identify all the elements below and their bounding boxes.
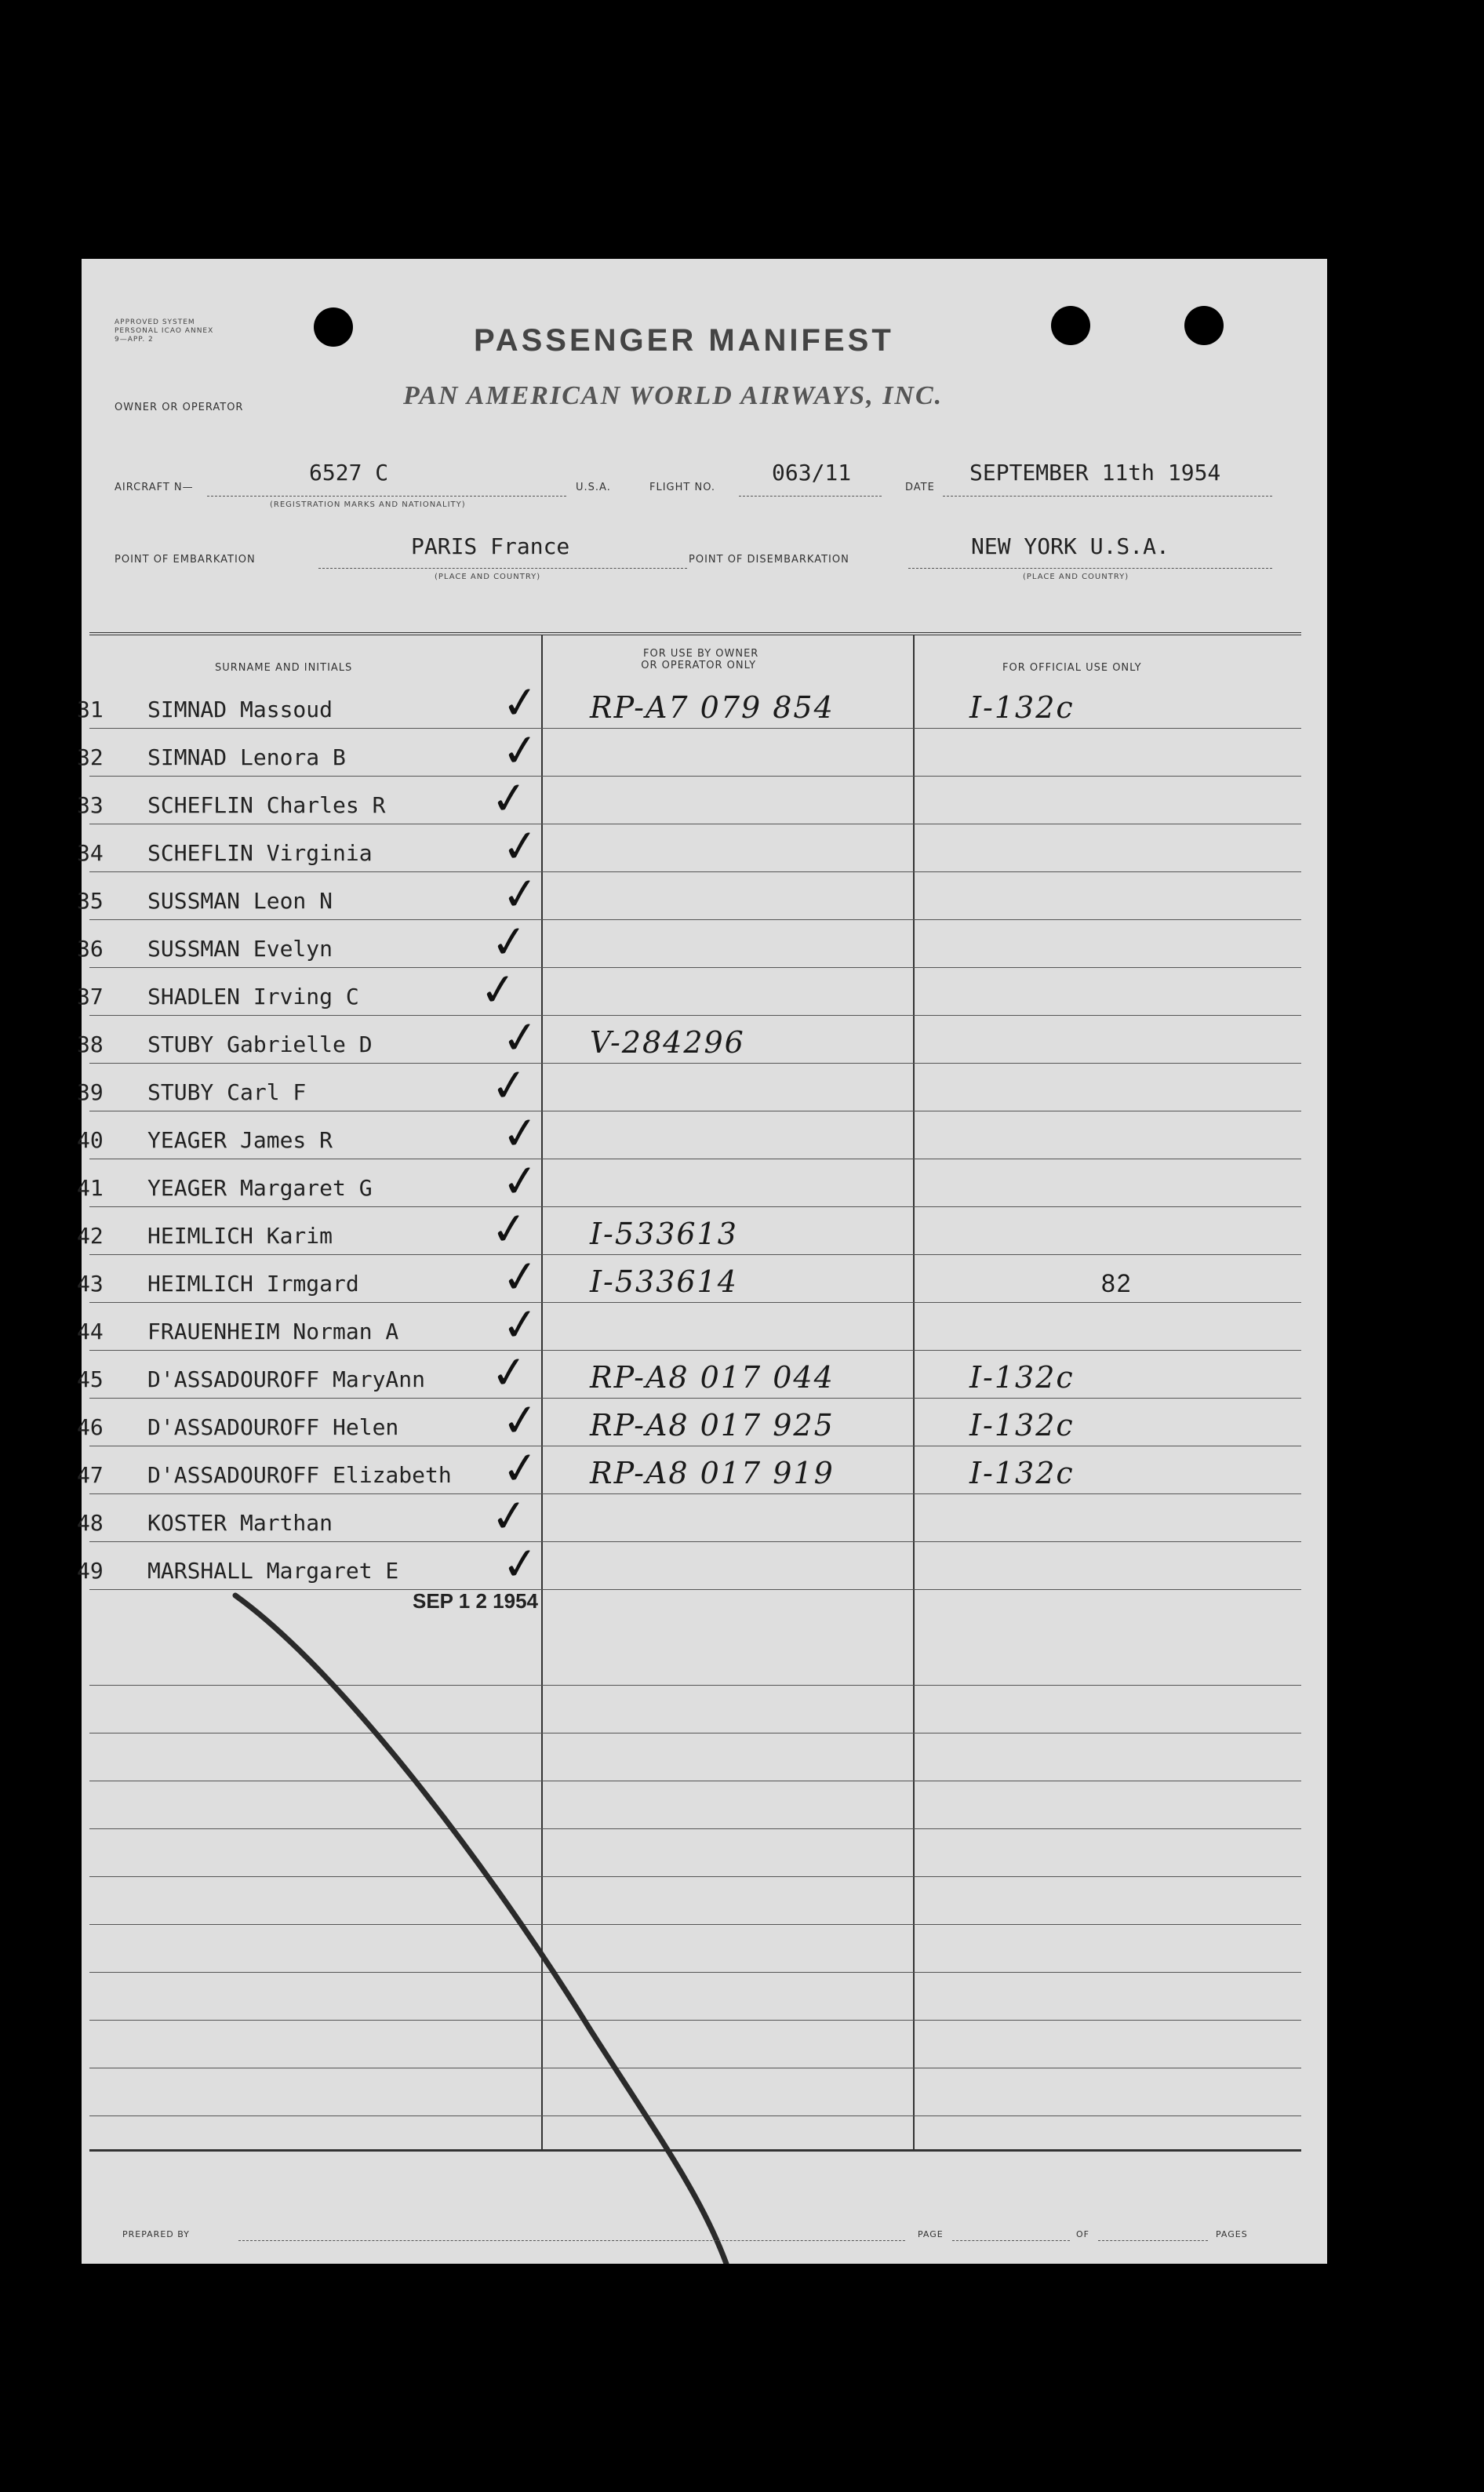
- passenger-name: D'ASSADOUROFF Helen: [147, 1414, 399, 1440]
- official-mark: I-132c: [969, 690, 1075, 725]
- passenger-name: SUSSMAN Evelyn: [147, 936, 333, 962]
- checkmark-icon: ✓: [499, 1154, 542, 1210]
- column-header-owner-line1: FOR USE BY OWNER: [643, 648, 759, 660]
- checkmark-icon: ✓: [499, 1297, 542, 1353]
- page-underline: [952, 2240, 1070, 2241]
- pages-label: PAGES: [1216, 2229, 1248, 2239]
- row-number: 40: [77, 1127, 104, 1153]
- passenger-name: STUBY Carl F: [147, 1079, 307, 1105]
- date-stamp: SEP 1 2 1954: [413, 1589, 538, 1613]
- disembarkation-label: POINT OF DISEMBARKATION: [689, 554, 849, 566]
- owner-label: OWNER OR OPERATOR: [115, 402, 244, 413]
- row-number: 35: [77, 888, 104, 914]
- passenger-name: SIMNAD Massoud: [147, 697, 333, 722]
- checkmark-icon: ✓: [499, 1010, 542, 1066]
- official-mark: 82: [1101, 1269, 1133, 1297]
- passenger-name: STUBY Gabrielle D: [147, 1031, 373, 1057]
- owner-doc-number: V-284296: [590, 1025, 745, 1060]
- page-label: PAGE: [918, 2229, 944, 2239]
- aircraft-value: 6527 C: [309, 460, 389, 486]
- disembarkation-value: NEW YORK U.S.A.: [971, 533, 1169, 559]
- owner-doc-number: RP-A8 017 925: [590, 1408, 835, 1442]
- checkmark-icon: ✓: [499, 1537, 542, 1592]
- passenger-name: D'ASSADOUROFF MaryAnn: [147, 1366, 426, 1392]
- passenger-name: SIMNAD Lenora B: [147, 744, 346, 770]
- row-number: 38: [77, 1031, 104, 1057]
- row-number: 36: [77, 936, 104, 962]
- flight-value: 063/11: [772, 460, 852, 486]
- row-number: 42: [77, 1223, 104, 1249]
- disembarkation-caption: (PLACE AND COUNTRY): [1023, 573, 1129, 581]
- row-number: 44: [77, 1319, 104, 1344]
- passenger-name: D'ASSADOUROFF Elizabeth: [147, 1462, 452, 1488]
- checkmark-icon: ✓: [488, 771, 531, 827]
- embarkation-label: POINT OF EMBARKATION: [115, 554, 256, 566]
- row-number: 45: [77, 1366, 104, 1392]
- embarkation-value: PARIS France: [411, 533, 570, 559]
- row-number: 32: [77, 744, 104, 770]
- date-value: SEPTEMBER 11th 1954: [969, 460, 1221, 486]
- row-number: 33: [77, 792, 104, 818]
- of-label: OF: [1076, 2229, 1089, 2239]
- official-mark: I-132c: [969, 1408, 1075, 1442]
- checkmark-icon: ✓: [499, 1250, 542, 1305]
- flight-label: FLIGHT NO.: [649, 482, 716, 493]
- embarkation-caption: (PLACE AND COUNTRY): [435, 573, 541, 581]
- row-number: 37: [77, 984, 104, 1010]
- page-title: PASSENGER MANIFEST: [474, 323, 894, 358]
- checkmark-icon: ✓: [499, 1393, 542, 1449]
- official-mark: I-132c: [969, 1360, 1075, 1395]
- row-number: 34: [77, 840, 104, 866]
- checkmark-icon: ✓: [488, 1345, 531, 1401]
- passenger-name: YEAGER James R: [147, 1127, 333, 1153]
- checkmark-icon: ✓: [499, 867, 542, 922]
- checkmark-icon: ✓: [488, 1058, 531, 1114]
- owner-doc-number: RP-A8 017 044: [590, 1360, 835, 1395]
- checkmark-icon: ✓: [477, 962, 520, 1018]
- approval-note: APPROVED SYSTEM PERSONAL ICAO ANNEX 9—APP. 2: [115, 318, 214, 344]
- usa-label: U.S.A.: [576, 482, 611, 493]
- checkmark-icon: ✓: [499, 723, 542, 779]
- row-number: 49: [77, 1558, 104, 1584]
- row-number: 41: [77, 1175, 104, 1201]
- owner-doc-number: I-533614: [590, 1264, 738, 1299]
- checkmark-icon: ✓: [499, 1106, 542, 1162]
- passenger-name: HEIMLICH Irmgard: [147, 1271, 359, 1297]
- passenger-name: MARSHALL Margaret E: [147, 1558, 399, 1584]
- prepared-by-label: PREPARED BY: [122, 2229, 190, 2239]
- checkmark-icon: ✓: [499, 675, 542, 731]
- owner-doc-number: RP-A7 079 854: [590, 690, 835, 725]
- passenger-name: FRAUENHEIM Norman A: [147, 1319, 399, 1344]
- column-header-names: SURNAME AND INITIALS: [215, 662, 353, 674]
- column-header-owner-line2: OR OPERATOR ONLY: [641, 660, 757, 671]
- row-number: 39: [77, 1079, 104, 1105]
- row-number: 47: [77, 1462, 104, 1488]
- of-underline: [1098, 2240, 1208, 2241]
- checkmark-icon: ✓: [488, 915, 531, 970]
- passenger-name: SHADLEN Irving C: [147, 984, 359, 1010]
- checkmark-icon: ✓: [499, 1441, 542, 1497]
- row-number: 31: [77, 697, 104, 722]
- row-number: 43: [77, 1271, 104, 1297]
- passenger-name: YEAGER Margaret G: [147, 1175, 373, 1201]
- aircraft-label: AIRCRAFT N—: [115, 482, 194, 493]
- owner-doc-number: RP-A8 017 919: [590, 1456, 835, 1490]
- checkmark-icon: ✓: [488, 1202, 531, 1257]
- passenger-name: SCHEFLIN Charles R: [147, 792, 386, 818]
- owner-doc-number: I-533613: [590, 1217, 738, 1251]
- airline-name: PAN AMERICAN WORLD AIRWAYS, INC.: [403, 381, 944, 410]
- manifest-sheet: [77, 259, 1327, 2264]
- prepared-by-underline: [238, 2240, 905, 2241]
- pen-stroke: [82, 259, 1327, 2264]
- date-label: DATE: [905, 482, 935, 493]
- passenger-name: SUSSMAN Leon N: [147, 888, 333, 914]
- row-number: 48: [77, 1510, 104, 1536]
- passenger-name: KOSTER Marthan: [147, 1510, 333, 1536]
- registration-caption: (REGISTRATION MARKS AND NATIONALITY): [270, 500, 466, 509]
- checkmark-icon: ✓: [488, 1489, 531, 1544]
- official-mark: I-132c: [969, 1456, 1075, 1490]
- column-header-official: FOR OFFICIAL USE ONLY: [1002, 662, 1142, 674]
- passenger-name: SCHEFLIN Virginia: [147, 840, 373, 866]
- passenger-name: HEIMLICH Karim: [147, 1223, 333, 1249]
- checkmark-icon: ✓: [499, 819, 542, 875]
- row-number: 46: [77, 1414, 104, 1440]
